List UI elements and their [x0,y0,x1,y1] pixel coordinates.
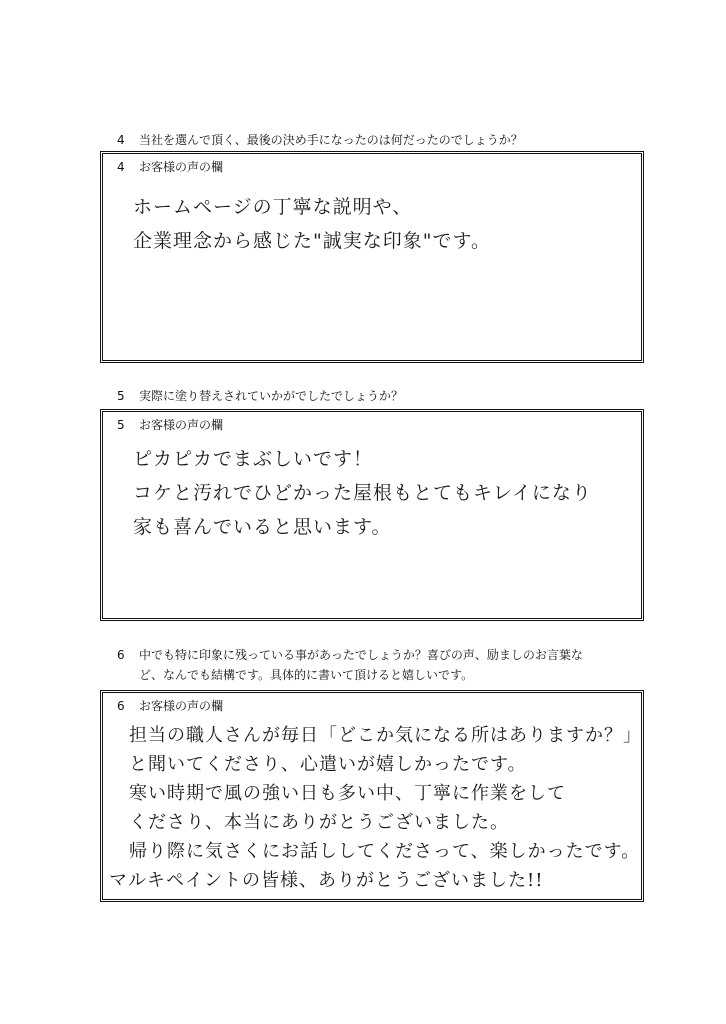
answer-box-5 [100,409,644,621]
box-number: 5 [117,418,125,432]
question-text: 当社を選んで頂く、最後の決め手になったのは何だったのでしょうか？ [139,133,523,147]
answer-line: 担当の職人さんが毎日「どこか気になる所はありますか？」 [129,725,642,746]
answer-line: マルキペイントの皆様、ありがとうございました!! [109,870,544,891]
box-label [117,697,223,714]
box-number: 6 [117,699,125,713]
question-number: 6 [117,648,125,662]
question-6-continued [139,666,473,684]
box-label [117,158,223,175]
handwritten-answer [133,442,631,544]
question-text: ど、なんでも結構です。具体的に書いて頂けると嬉しいです。 [139,668,474,682]
question-text: 中でも特に印象に残っている事があったでしょうか？喜びの声、励ましのお言葉な [139,648,583,662]
answer-line: 帰り際に気さくにお話ししてくださって、楽しかったです。 [129,841,641,862]
question-6 [117,646,583,664]
answer-line: コケと汚れでひどかった屋根もとてもキレイになり [133,482,592,504]
question-number: 5 [117,389,125,403]
answer-box-6 [100,690,644,902]
answer-line: ピカピカでまぶしいです！ [133,448,374,470]
answer-line: 家も喜んでいると思います。 [133,516,392,538]
answer-line: 企業理念から感じた"誠実な印象"です。 [133,230,491,252]
question-5 [117,387,403,405]
answer-line: くださり、本当にありがとうございました。 [129,812,509,833]
answer-line: 寒い時期で風の強い日も多い中、丁寧に作業をして [129,783,566,804]
question-number: 4 [117,133,125,147]
question-4 [117,131,523,149]
box-number: 4 [117,160,125,174]
answer-line: と聞いてくださり、心遣いが嬉しかったです。 [129,754,527,775]
answer-line: ホームページの丁寧な説明や、 [133,196,413,218]
handwritten-answer [109,721,642,895]
box-label-text: お客様の声の欄 [139,160,224,174]
box-label-text: お客様の声の欄 [139,699,224,713]
question-text: 実際に塗り替えされていかがでしたでしょうか？ [139,389,404,403]
handwritten-answer [133,190,631,258]
box-label [117,416,223,433]
answer-box-4 [100,151,644,363]
box-label-text: お客様の声の欄 [139,418,224,432]
